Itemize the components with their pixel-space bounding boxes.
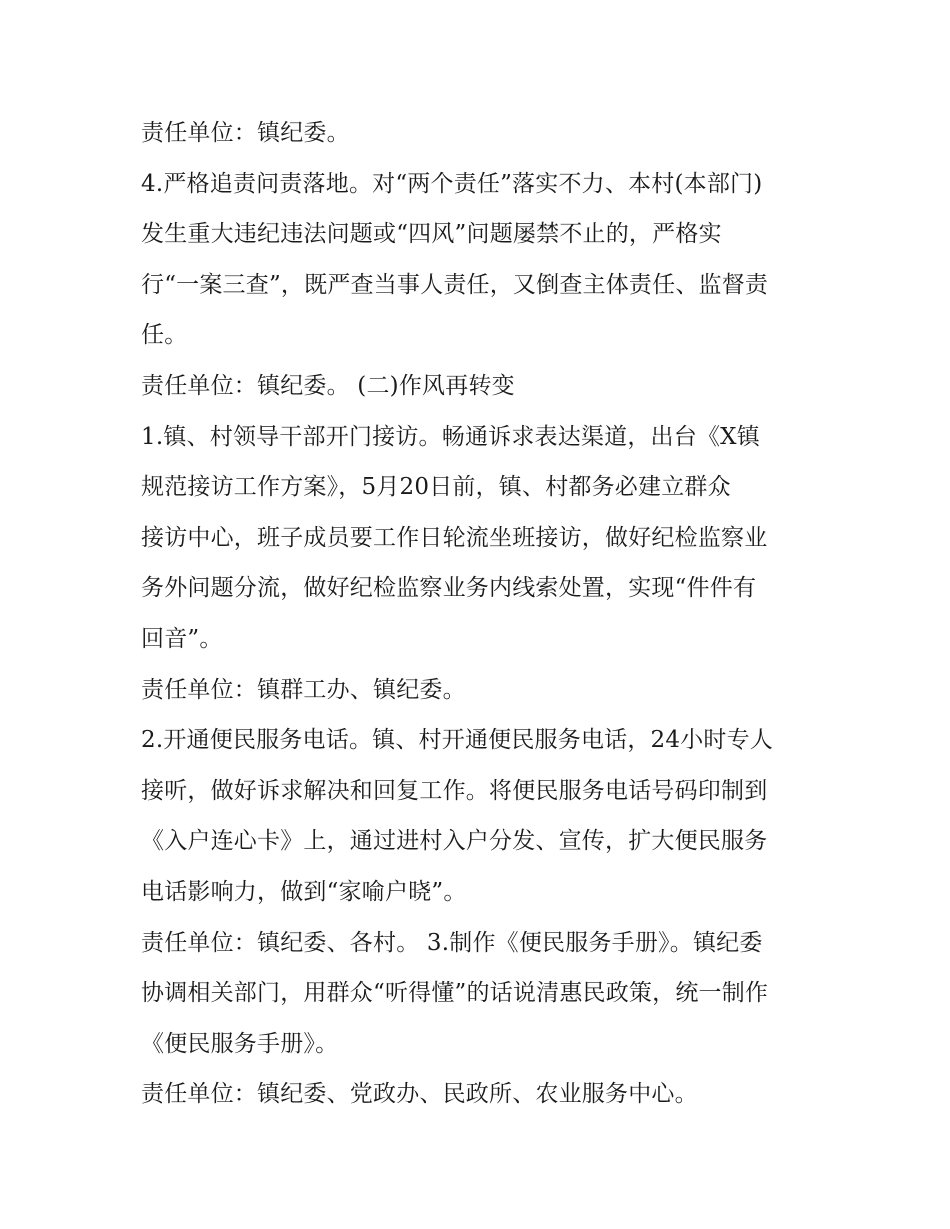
text-line: 发生重大违纪违法问题或“四风”问题屡禁不止的，严格实 [141,221,722,248]
text-line: 责任单位：镇纪委。 [141,120,350,146]
text-line: 1.镇、村领导干部开门接访。畅通诉求表达渠道，出台《X镇 [141,423,760,450]
text-line: 责任单位：镇群工办、镇纪委。 [141,676,466,703]
text-line: 4.严格追责问责落地。对“两个责任”落实不力、本村(本部门) [141,170,763,197]
text-line: 2.开通便民服务电话。镇、村开通便民服务电话，24小时专人 [141,727,774,754]
text-line: 接访中心，班子成员要工作日轮流坐班接访，做好纪检监察业 [141,524,768,551]
text-line: 责任单位：镇纪委、党政办、民政所、农业服务中心。 [141,1081,698,1108]
text-line: 行“一案三查”，既严查当事人责任，又倒查主体责任、监督责 [141,271,769,298]
text-line: 接听，做好诉求解决和回复工作。将便民服务电话号码印制到 [141,777,768,804]
text-line: 《便民服务手册》。 [141,1030,339,1057]
document-body [141,108,821,1120]
text-line: 电话影响力，做到“家喻户晓”。 [141,878,467,905]
text-line: 协调相关部门，用群众“听得懂”的话说清惠民政策，统一制作 [141,980,769,1007]
text-line: 责任单位：镇纪委、各村。 3.制作《便民服务手册》。镇纪委 [141,929,763,956]
text-line: 《入户连心卡》上，通过进村入户分发、宣传，扩大便民服务 [141,828,768,855]
text-line: 任。 [141,322,188,349]
text-line: 责任单位：镇纪委。 (二)作风再转变 [141,372,515,399]
text-line: 回音”。 [141,625,223,652]
text-line: 规范接访工作方案》，5月20日前，镇、村都务必建立群众 [141,474,731,501]
text-line: 务外问题分流，做好纪检监察业务内线索处置，实现“件件有 [141,575,757,602]
